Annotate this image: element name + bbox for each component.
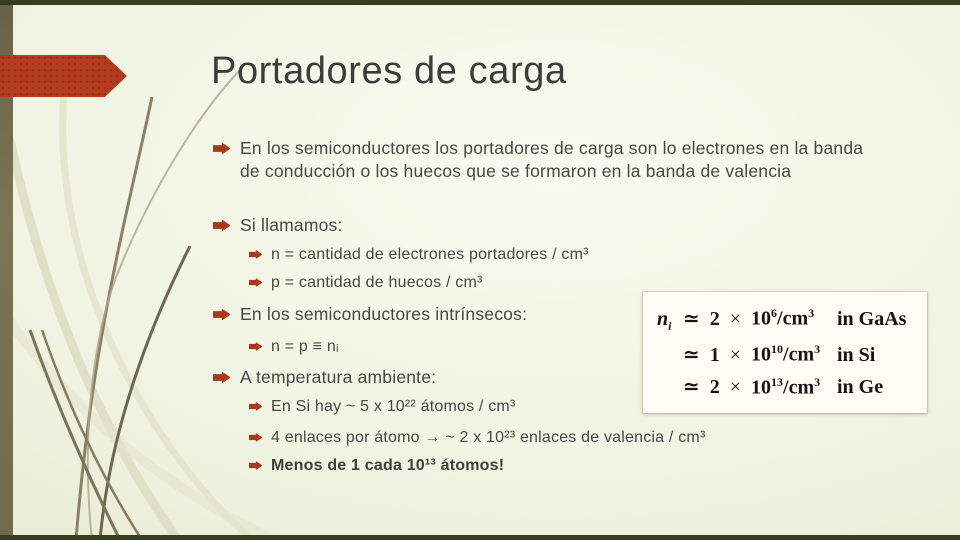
bottom-edge-line [0,535,960,540]
bullet-arrow-icon [213,309,230,320]
bullet-arrow-icon [249,433,262,442]
material-label: in Ge [837,376,884,399]
approx-symbol: ≃ [683,343,700,366]
bullet-text: 4 enlaces por átomo → ~ 2 x 10²³ enlaces de valencia / cm³ [271,429,706,446]
bullet-text: A temperatura ambiente: [240,367,437,387]
bullet-arrow-icon [213,372,230,383]
times-symbol: × [729,343,742,366]
bullet-item [249,456,504,476]
bullet-arrow-icon [249,461,262,470]
material-label: in Si [837,343,876,366]
bullet-arrow-icon [249,278,262,287]
bullet-text: En los semiconductores intrínsecos: [240,304,528,324]
equation-row: ≃ 1 × $10^{10}$ $/cm^3$ in Si [657,342,913,367]
bullet-arrow-icon [213,143,230,154]
equation-image [643,292,927,413]
bullet-item [249,397,515,417]
times-symbol: × [729,307,742,330]
bullet-item [249,428,889,448]
approx-symbol: ≃ [683,307,700,330]
top-edge-line [0,0,960,5]
bullet-text: Menos de 1 cada 10¹³ átomos! [271,457,505,474]
bullet-item [213,214,343,237]
bullet-item [249,337,339,357]
red-ribbon-arrow-icon [0,55,127,97]
times-symbol: × [729,376,742,399]
equation-row: $n_i$ ≃ 2 × $10^6$ $/cm^3$ in GaAs [657,306,913,334]
material-label: in GaAs [837,307,907,330]
bullet-text: n = p ≡ nᵢ [271,338,339,355]
bullet-arrow-icon [213,220,230,231]
bullet-text: En los semiconductores los portadores de carga son lo electrones en la banda de conducción o los huecos que se formaron en la banda de valencia [240,138,864,181]
approx-symbol: ≃ [683,376,700,399]
bullet-arrow-icon [249,342,262,351]
equation-row: ≃ 2 × $10^{13}$ $/cm^3$ in Ge [657,374,913,399]
bullet-text: n = cantidad de electrones portadores / cm³ [271,246,589,263]
bullet-text: p = cantidad de huecos / cm³ [271,274,483,291]
slide-title: Portadores de carga [211,50,567,92]
bullet-item [213,303,527,326]
bullet-item [213,366,436,389]
bullet-item [213,137,885,182]
bullet-text: En Si hay ~ 5 x 10²² átomos / cm³ [271,398,516,415]
bullet-arrow-icon [249,250,262,259]
bullet-list [213,0,913,540]
bullet-item [249,273,483,293]
equation-lhs: $n_i$ [657,307,672,333]
bullet-text: Si llamamos: [240,215,343,235]
bullet-arrow-icon [249,402,262,411]
bullet-item [249,245,589,265]
